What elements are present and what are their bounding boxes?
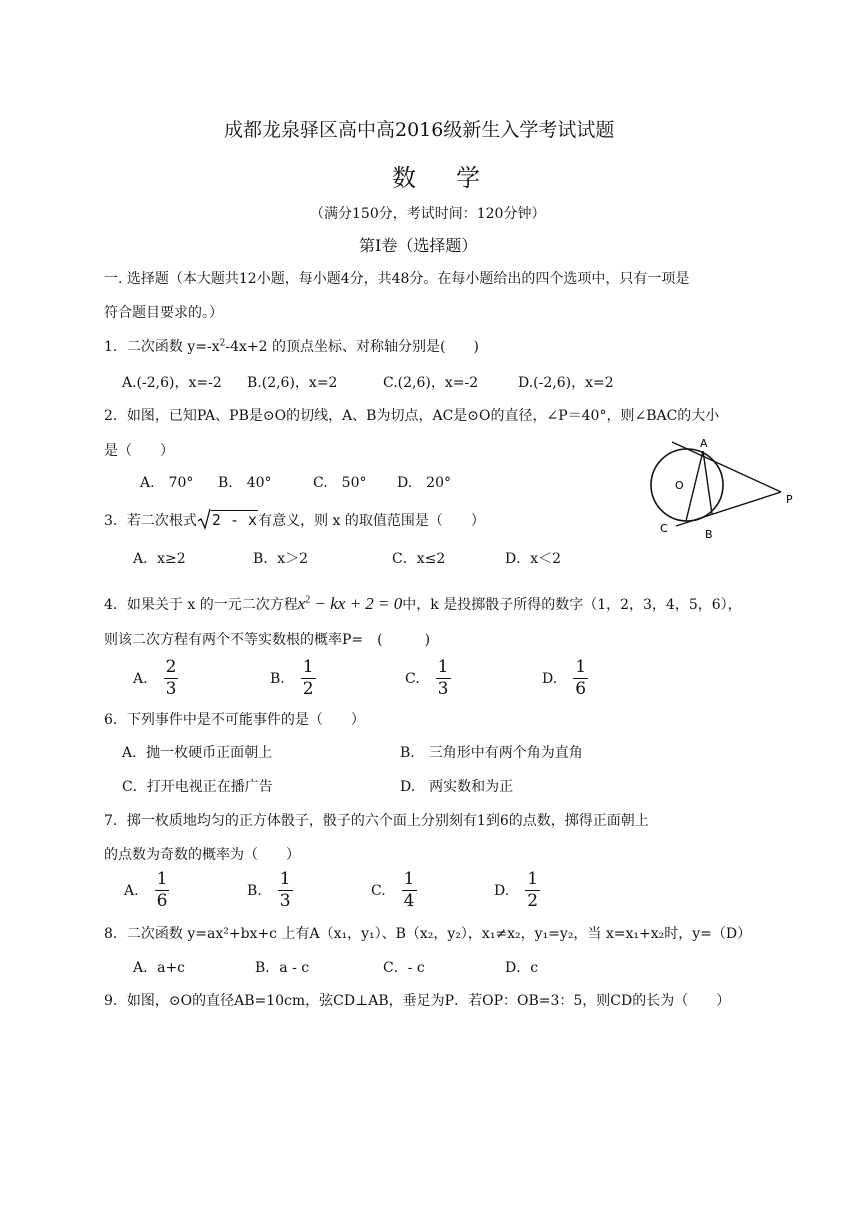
sqrt-expression: 2 - x: [197, 508, 258, 530]
subject-title: 数学: [392, 164, 520, 192]
instructions-line-1: 一. 选择题（本大题共12小题，每小题4分，共48分。在每小题给出的四个选项中，只有一项是: [104, 271, 690, 287]
q8-option-d: D．c: [505, 960, 539, 976]
radical-sign: [197, 508, 211, 530]
label-o: O: [675, 479, 684, 492]
q4-stem-line-2: 则该二次方程有两个不等实数根的概率P= ( ): [104, 632, 431, 648]
exam-info: （满分150分，考试时间：120分钟）: [310, 206, 546, 222]
q6-option-d: D. 两实数和为正: [400, 779, 514, 795]
instructions-line-2: 符合题目要求的。）: [104, 305, 223, 321]
q2-option-a: A. 70°: [140, 475, 194, 491]
q8-stem: 8．二次函数 y=ax²+bx+c 上有A（x₁，y₁）、B（x₂，y₂），x₁≠x₂，y₁=y₂，当 x=x₁+x₂时，y=（D）: [104, 926, 752, 942]
label-b: B: [705, 528, 713, 541]
q7-option-c: C. 1 4: [371, 869, 415, 911]
q7-option-a: A. 1 6: [124, 869, 168, 911]
q1-stem: 1．二次函数 $y=-x^2-4x+2$ 的顶点坐标、对称轴分别是( ): [104, 338, 479, 355]
q7-option-d: D. 1 2: [494, 869, 539, 911]
q6-option-b: B. 三角形中有两个角为直角: [400, 745, 583, 761]
q2-option-d: D. 20°: [397, 475, 451, 491]
q3-option-a: A．x≥2: [133, 551, 186, 567]
q8-option-a: A．a+c: [133, 960, 186, 976]
q3-stem: 3．若二次根式 2 - x有意义，则 x 的取值范围是（ ）: [104, 508, 485, 530]
q7-stem-line-1: 7．掷一枚质地均匀的正方体骰子，骰子的六个面上分别刻有1到6的点数，掷得正面朝上: [104, 813, 649, 829]
diameter-ac: [686, 451, 703, 521]
q6-stem: 6．下列事件中是不可能事件的是（ ）: [104, 712, 365, 728]
q4-stem-line-1: 4．如果关于 x 的一元二次方程$x^2$ − kx + 2 = 0中，k 是投掷骰子所得的数字（1，2，3，4，5，6），: [104, 594, 742, 613]
q1-option-d: D.(-2,6)，x=2: [518, 375, 614, 391]
q7-stem-line-2: 的点数为奇数的概率为（ ）: [104, 847, 300, 863]
label-a: A: [700, 437, 708, 450]
q1-option-a: A.(-2,6)，x=-2: [122, 375, 222, 391]
q1-option-c: C.(2,6)，x=-2: [383, 375, 479, 391]
q6-option-c: C．打开电视正在播广告: [122, 779, 273, 795]
q2-tangent-figure: [640, 430, 800, 546]
exam-title: 成都龙泉驿区高中高2016级新生入学考试试题: [224, 119, 615, 141]
q8-option-b: B．a - c: [255, 960, 310, 976]
q7-option-b: B. 1 3: [247, 869, 291, 911]
q4-option-c: C. 1 3: [405, 657, 449, 699]
label-c: C: [660, 522, 668, 535]
q4-option-b: B. 1 2: [270, 657, 314, 699]
q2-option-b: B. 40°: [218, 475, 272, 491]
q9-stem: 9．如图，⊙O的直径AB=10cm，弦CD⊥AB，垂足为P．若OP：OB=3：5，则CD的长为（ ）: [104, 993, 731, 1009]
q3-option-c: C．x≤2: [392, 551, 446, 567]
q4-equation: $x^2$ − kx + 2 = 0: [297, 594, 403, 613]
label-p: P: [786, 493, 793, 506]
q4-option-a: A. 2 3: [133, 657, 177, 699]
q2-stem-line-2: 是（ ）: [104, 443, 174, 459]
q8-option-c: C．- c: [383, 960, 425, 976]
section-heading: 第Ⅰ卷（选择题）: [359, 236, 478, 255]
tangent-pa: [672, 442, 781, 492]
q2-stem-line-1: 2．如图，已知PA、PB是⊙O的切线，A、B为切点，AC是⊙O的直径，∠P＝40°，则∠BAC的大小: [104, 408, 720, 424]
q4-option-d: D. 1 6: [542, 657, 587, 699]
q3-option-b: B．x＞2: [253, 551, 309, 567]
q1-option-b: B.(2,6)，x=2: [247, 375, 338, 391]
q2-option-c: C. 50°: [313, 475, 367, 491]
q6-option-a: A．抛一枚硬币正面朝上: [122, 745, 273, 761]
q3-option-d: D．x＜2: [505, 551, 562, 567]
